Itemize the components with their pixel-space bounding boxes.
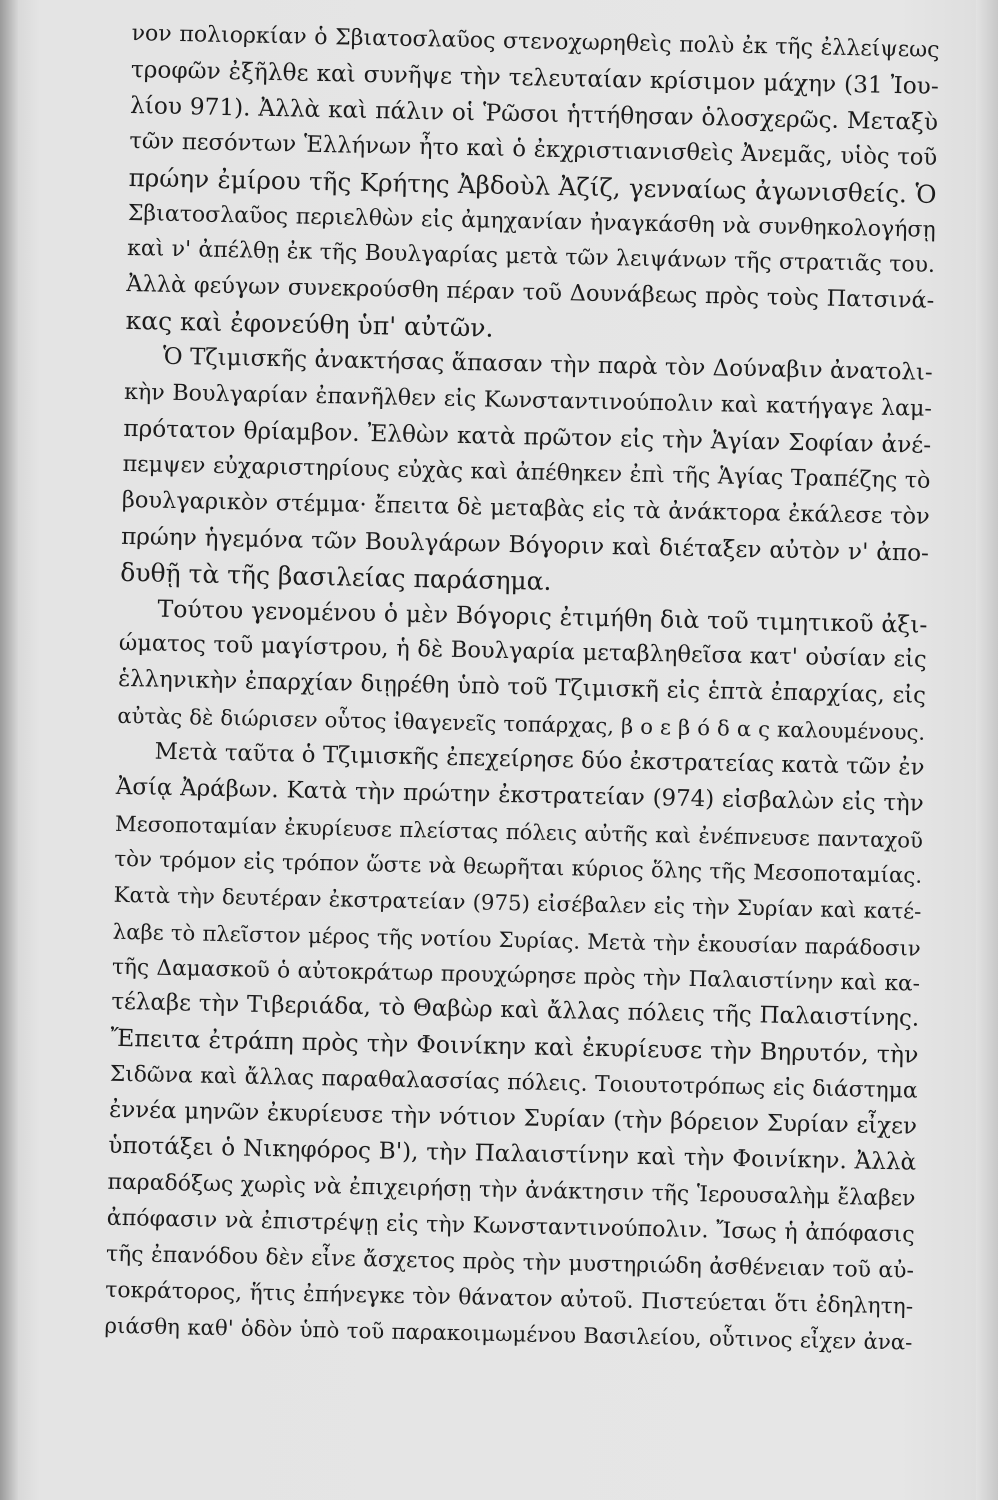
page-body-text: [104, 16, 940, 1361]
text-line: πρώην ἐμίρου τῆς Κρήτης Ἀβδοὺλ Ἀζίζ, γενναίως ἀγωνισθείς. Ὁ: [128, 162, 937, 209]
text-line: τὸν τρόμον εἰς τρόπον ὥστε νὰ θεωρῆται κύριος ὅλης τῆς Μεσοποταμίας.: [114, 846, 923, 889]
text-line: κας καὶ ἐφονεύθη ὑπ' αὐτῶν.: [125, 306, 494, 343]
text-line: τῆς Δαμασκοῦ ὁ αὐτοκράτωρ προυχώρησε πρὸς τὴν Παλαιστίνην καὶ κα-: [111, 954, 921, 997]
text-line: Μεσοποταμίαν ἐκυρίευσε πλείστας πόλεις αὐτῆς καὶ ἐνέπνευσε πανταχοῦ: [114, 810, 924, 853]
text-line: ριάσθη καθ' ὁδὸν ὑπὸ τοῦ παρακοιμωμένου Βασιλείου, οὗτινος εἶχεν ἀνα-: [104, 1313, 913, 1356]
text-line: πρώην ἡγεμόνα τῶν Βουλγάρων Βόγοριν καὶ διέταξεν αὐτὸν ν' ἀπο-: [120, 522, 930, 567]
text-line: ώματος τοῦ μαγίστρου, ἡ δὲ Βουλγαρία μεταβληθεῖσα κατ' οὐσίαν εἰς: [118, 630, 927, 674]
text-line: λαβε τὸ πλεῖστον μέρος τῆς νοτίου Συρίας. Μετὰ τὴν ἑκουσίαν παράδοσιν: [112, 918, 921, 961]
text-line: Ἀσίᾳ Ἀράβων. Κατὰ τὴν πρώτην ἐκστρατείαν (974) εἰσβαλὼν εἰς τὴν: [115, 773, 924, 817]
text-line: ἀπόφασιν νὰ ἐπιστρέψῃ εἰς τὴν Κωνσταντινούπολιν. Ἴσως ἡ ἀπόφασις: [106, 1204, 915, 1248]
text-line: Ἀλλὰ φεύγων συνεκρούσθη πέραν τοῦ Δουνάβεως πρὸς τοὺς Πατσινά-: [126, 271, 935, 315]
page-edge-shadow: [976, 0, 998, 1500]
text-line: Ἔπειτα ἐτράπη πρὸς τὴν Φοινίκην καὶ ἐκυρίευσε τὴν Βηρυτόν, τὴν: [110, 1024, 919, 1070]
text-line: ἐννέα μηνῶν ἐκυρίευσε τὴν νότιον Συρίαν (τὴν βόρειον Συρίαν εἶχεν: [108, 1096, 918, 1140]
text-line: τροφῶν ἐξῆλθε καὶ συνῆψε τὴν τελευταίαν κρίσιμον μάχην (31 Ἰου-: [130, 55, 939, 100]
text-line: τοκράτορος, ἥτις ἐπήνεγκε τὸν θάνατον αὐτοῦ. Πιστεύεται ὅτι ἐδηλητη-: [105, 1277, 914, 1320]
text-line: πεμψεν εὐχαριστηρίους εὐχὰς καὶ ἀπέθηκεν ἐπὶ τῆς Ἁγίας Τραπέζης τὸ: [122, 450, 931, 494]
text-line: Κατὰ τὴν δευτέραν ἐκστρατείαν (975) εἰσέβαλεν εἰς τὴν Συρίαν καὶ κατέ-: [113, 882, 922, 925]
text-line: τῶν πεσόντων Ἑλλήνων ἦτο καὶ ὁ ἐκχριστιανισθεὶς Ἀνεμᾶς, υἱὸς τοῦ: [129, 127, 938, 171]
text-line: ὑποτάξει ὁ Νικηφόρος Β'), τὴν Παλαιστίνην καὶ τὴν Φοινίκην. Ἀλλὰ: [108, 1132, 917, 1176]
text-line: ἑλληνικὴν ἐπαρχίαν διῃρέθη ὑπὸ τοῦ Τζιμισκῆ εἰς ἑπτὰ ἐπαρχίας, εἰς: [117, 666, 927, 710]
text-line: αὐτὰς δὲ διώρισεν οὗτος ἰθαγενεῖς τοπάρχας, β ο ε β ό δ α ς καλουμένους.: [117, 703, 926, 745]
text-line: Μετὰ ταῦτα ὁ Τζιμισκῆς ἐπεχείρησε δύο ἐκστρατείας κατὰ τῶν ἐν: [154, 738, 925, 781]
text-line: τέλαβε τὴν Τιβεριάδα, τὸ Θαβὼρ καὶ ἄλλας πόλεις τῆς Παλαιστίνης.: [111, 989, 920, 1033]
text-line: λίου 971). Ἀλλὰ καὶ πάλιν οἱ Ῥῶσοι ἡττήθησαν ὁλοσχερῶς. Μεταξὺ: [129, 91, 939, 136]
text-line: Σιδῶνα καὶ ἄλλας παραθαλασσίας πόλεις. Τοιουτοτρόπως εἰς διάστημα: [109, 1062, 918, 1104]
text-line: καὶ ν' ἀπέλθῃ ἐκ τῆς Βουλγαρίας μετὰ τῶν λειψάνων τῆς στρατιᾶς του.: [126, 236, 936, 279]
text-line: Τούτου γενομένου ὁ μὲν Βόγορις ἐτιμήθη διὰ τοῦ τιμητικοῦ ἀξι-: [157, 594, 928, 639]
text-line: παραδόξως χωρὶς νὰ ἐπιχειρήσῃ τὴν ἀνάκτησιν τῆς Ἱερουσαλὴμ ἔλαβεν: [107, 1169, 916, 1212]
text-line: δυθῇ τὰ τῆς βασιλείας παράσημα.: [120, 557, 552, 596]
text-line: κὴν Βουλγαρίαν ἐπανῆλθεν εἰς Κωνσταντινούπολιν καὶ κατήγαγε λαμ-: [123, 378, 933, 422]
text-line: νον πολιορκίαν ὁ Σβιατοσλαῦος στενοχωρηθεὶς πολὺ ἐκ τῆς ἐλλείψεως: [131, 20, 940, 63]
page-gutter-shadow: [0, 0, 18, 1500]
text-line: πρότατον θρίαμβον. Ἐλθὼν κατὰ πρῶτον εἰς τὴν Ἁγίαν Σοφίαν ἀνέ-: [123, 414, 932, 459]
text-line: Σβιατοσλαῦος περιελθὼν εἰς ἀμηχανίαν ἠναγκάσθη νὰ συνθηκολογήσῃ: [127, 200, 936, 243]
text-line: τῆς ἐπανόδου δὲν εἶνε ἄσχετος πρὸς τὴν μυστηριώδη ἀσθένειαν τοῦ αὐ-: [105, 1241, 915, 1284]
text-line: βουλγαρικὸν στέμμα· ἔπειτα δὲ μεταβὰς εἰς τὰ ἀνάκτορα ἐκάλεσε τὸν: [121, 486, 930, 530]
text-line: Ὁ Τζιμισκῆς ἀνακτήσας ἅπασαν τὴν παρὰ τὸν Δούναβιν ἀνατολι-: [162, 343, 933, 387]
